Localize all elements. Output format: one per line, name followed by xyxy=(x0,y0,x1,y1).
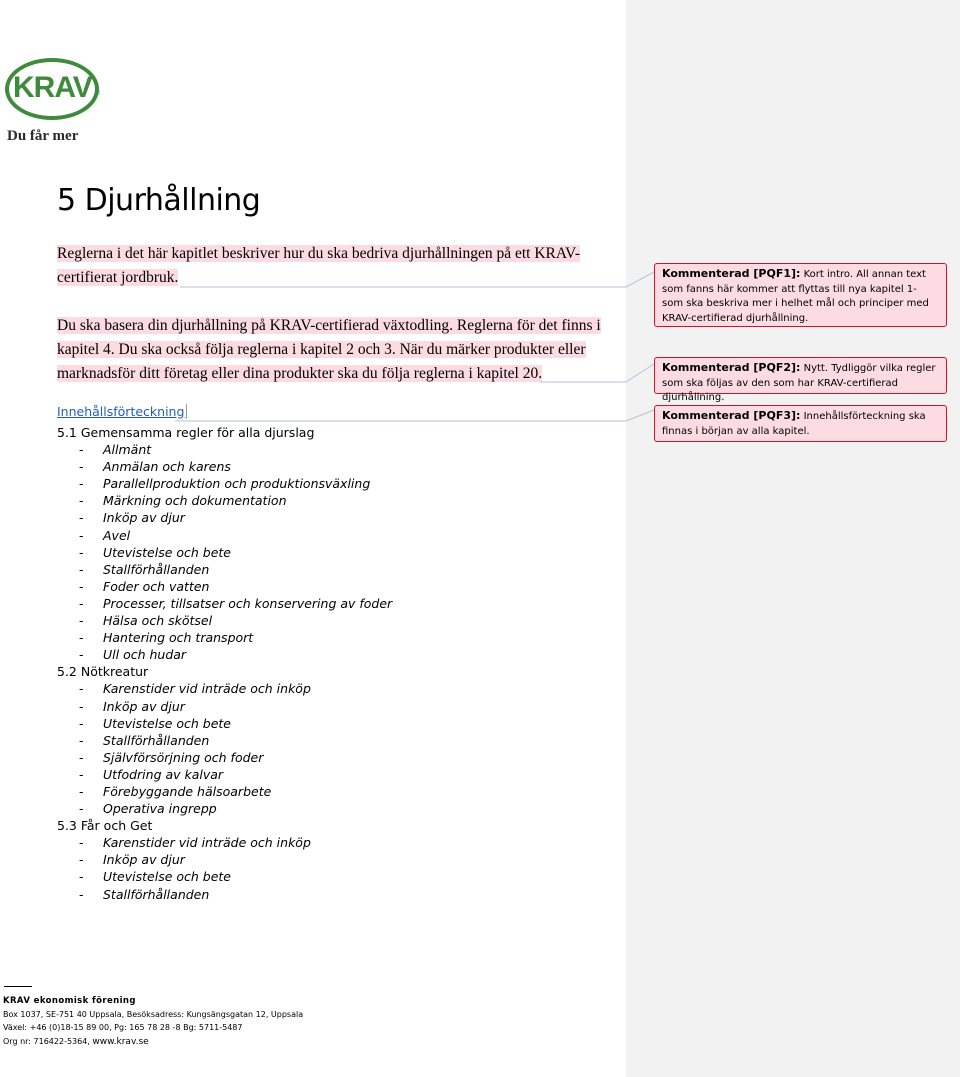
toc-list-item[interactable] xyxy=(57,509,392,526)
list-dash: - xyxy=(79,561,84,577)
footer-orgnr-line xyxy=(3,1035,303,1049)
toc-list-item[interactable] xyxy=(57,475,392,492)
footer xyxy=(3,995,303,1049)
toc-item-label: Hantering och transport xyxy=(103,630,254,646)
toc-section-5-1-items xyxy=(57,441,392,663)
toc-item-label: Anmälan och karens xyxy=(103,459,231,475)
toc-item-label: Processer, tillsatser och konservering av foder xyxy=(103,595,393,611)
list-dash: - xyxy=(79,801,84,817)
toc-item-label: Självförsörjning och foder xyxy=(103,749,264,765)
intro-text: Reglerna i det här kapitlet beskriver hur du ska bedriva djurhållningen på ett KRAV-certifierat jordbruk. xyxy=(57,245,580,286)
list-dash: - xyxy=(79,698,84,714)
list-dash: - xyxy=(79,459,84,475)
toc-section-5-3[interactable]: 5.3 Får och Get xyxy=(57,818,153,834)
comment-pqf1[interactable] xyxy=(654,263,947,327)
toc-item-label: Hälsa och skötsel xyxy=(103,613,213,629)
footer-website-link[interactable]: www.krav.se xyxy=(92,1036,149,1047)
list-dash: - xyxy=(79,544,84,560)
list-dash: - xyxy=(79,595,84,611)
toc-list-item[interactable] xyxy=(57,749,392,766)
toc-list-item[interactable] xyxy=(57,612,392,629)
toc-list-item[interactable] xyxy=(57,680,392,697)
toc-list-item[interactable] xyxy=(57,783,392,800)
list-dash: - xyxy=(79,647,84,663)
toc-section-5-2[interactable]: 5.2 Nötkreatur xyxy=(57,664,149,680)
toc-item-label: Stallförhållanden xyxy=(103,886,210,902)
toc-item-label: Inköp av djur xyxy=(103,698,185,714)
toc-list-item[interactable] xyxy=(57,561,392,578)
logo-registered-mark: ® xyxy=(95,90,101,97)
list-dash: - xyxy=(79,476,84,492)
list-dash: - xyxy=(79,613,84,629)
toc-list-item[interactable] xyxy=(57,595,392,612)
toc-item-label: Inköp av djur xyxy=(103,852,185,868)
toc-item-label: Inköp av djur xyxy=(103,510,185,526)
toc-list-item[interactable] xyxy=(57,527,392,544)
toc-item-label: Karenstider vid inträde och inköp xyxy=(103,835,311,851)
toc-list-item[interactable] xyxy=(57,766,392,783)
basis-text: Du ska basera din djurhållning på KRAV-certifierad växtodling. Reglerna för det finns i kapitel 4. Du ska också följa reglerna i kapitel 2 och 3. När du märker produkter eller marknadsför ditt företag eller dina produkter ska du följa reglerna i kapitel 20. xyxy=(57,317,601,382)
toc-list-item[interactable] xyxy=(57,629,392,646)
comment-label: Kommenterad [PQF2]: xyxy=(662,361,801,374)
toc-item-label: Foder och vatten xyxy=(103,578,210,594)
toc-list-item[interactable] xyxy=(57,886,392,903)
toc-item-label: Stallförhållanden xyxy=(103,732,210,748)
list-dash: - xyxy=(79,886,84,902)
toc-list-item[interactable] xyxy=(57,715,392,732)
logo-brand: KRAV xyxy=(13,71,92,104)
list-dash: - xyxy=(79,732,84,748)
toc-list-item[interactable] xyxy=(57,732,392,749)
toc-list-item[interactable] xyxy=(57,544,392,561)
toc-item-label: Allmänt xyxy=(103,442,152,458)
toc-item-label: Parallellproduktion och produktionsväxling xyxy=(103,476,371,492)
comment-text: Kort intro. All annan text som fanns här kommer att flyttas till nya kapitel 1- som ska beskriva mer i helhet mål och principer med KRAV-certifierad djurhållning. xyxy=(662,269,929,324)
logo-tagline: Du får mer xyxy=(7,128,79,144)
list-dash: - xyxy=(79,578,84,594)
list-dash: - xyxy=(79,681,84,697)
toc-list-item[interactable] xyxy=(57,698,392,715)
toc-item-label: Märkning och dokumentation xyxy=(103,493,287,509)
list-dash: - xyxy=(79,783,84,799)
toc-section-5-1[interactable]: 5.1 Gemensamma regler för alla djurslag xyxy=(57,425,315,440)
comment-text: Nytt. Tydliggör vilka regler som ska följas av den som har KRAV-certifierad djurhållning. xyxy=(662,363,936,403)
comment-pqf3[interactable] xyxy=(654,405,947,442)
toc-list-item[interactable] xyxy=(57,492,392,509)
comment-label: Kommenterad [PQF1]: xyxy=(662,267,801,280)
toc-item-label: Stallförhållanden xyxy=(103,561,210,577)
toc-item-label: Operativa ingrepp xyxy=(103,801,217,817)
chapter-title: 5 Djurhållning xyxy=(57,183,261,218)
toc-list-item[interactable] xyxy=(57,868,392,885)
toc-item-label: Karenstider vid inträde och inköp xyxy=(103,681,311,697)
footer-org: KRAV ekonomisk förening xyxy=(3,996,136,1006)
toc-list-item[interactable] xyxy=(57,458,392,475)
comment-label: Kommenterad [PQF3]: xyxy=(662,409,801,422)
list-dash: - xyxy=(79,630,84,646)
list-dash: - xyxy=(79,493,84,509)
toc-item-label: Utevistelse och bete xyxy=(103,715,231,731)
footer-orgnr: Org nr: 716422-5364, xyxy=(3,1036,93,1046)
list-dash: - xyxy=(79,766,84,782)
list-dash: - xyxy=(79,869,84,885)
toc-item-label: Förebyggande hälsoarbete xyxy=(103,783,272,799)
list-dash: - xyxy=(79,442,84,458)
footer-address: Box 1037, SE-751 40 Uppsala, Besöksadress: Kungsängsgatan 12, Uppsala xyxy=(3,1010,304,1020)
intro-paragraph xyxy=(57,242,602,290)
toc-heading-link[interactable]: Innehållsförteckning xyxy=(57,404,187,419)
toc-list-item[interactable] xyxy=(57,578,392,595)
toc-list-item[interactable] xyxy=(57,851,392,868)
toc-item-label: Avel xyxy=(103,527,131,543)
list-dash: - xyxy=(79,510,84,526)
footer-phone: Växel: +46 (0)18-15 89 00, Pg: 165 78 28 -8 Bg: 5711-5487 xyxy=(3,1023,243,1033)
toc-list-item[interactable] xyxy=(57,441,392,458)
toc-item-label: Utfodring av kalvar xyxy=(103,766,224,782)
table-of-contents xyxy=(57,424,392,903)
comment-text: Innehållsförteckning ska finnas i början av alla kapitel. xyxy=(662,411,926,437)
comment-pqf2[interactable] xyxy=(654,357,947,403)
list-dash: - xyxy=(79,749,84,765)
list-dash: - xyxy=(79,852,84,868)
list-dash: - xyxy=(79,835,84,851)
krav-logo xyxy=(5,58,101,148)
toc-list-item[interactable] xyxy=(57,834,392,851)
toc-item-label: Utevistelse och bete xyxy=(103,544,231,560)
comment-margin-pane xyxy=(626,0,960,1077)
basis-paragraph xyxy=(57,314,602,386)
toc-list-item[interactable] xyxy=(57,800,392,817)
toc-item-label: Ull och hudar xyxy=(103,647,187,663)
toc-item-label: Utevistelse och bete xyxy=(103,869,231,885)
toc-list-item[interactable] xyxy=(57,646,392,663)
footer-divider xyxy=(4,986,32,987)
toc-section-5-3-items xyxy=(57,834,392,902)
toc-section-5-2-items xyxy=(57,680,392,817)
list-dash: - xyxy=(79,527,84,543)
list-dash: - xyxy=(79,715,84,731)
